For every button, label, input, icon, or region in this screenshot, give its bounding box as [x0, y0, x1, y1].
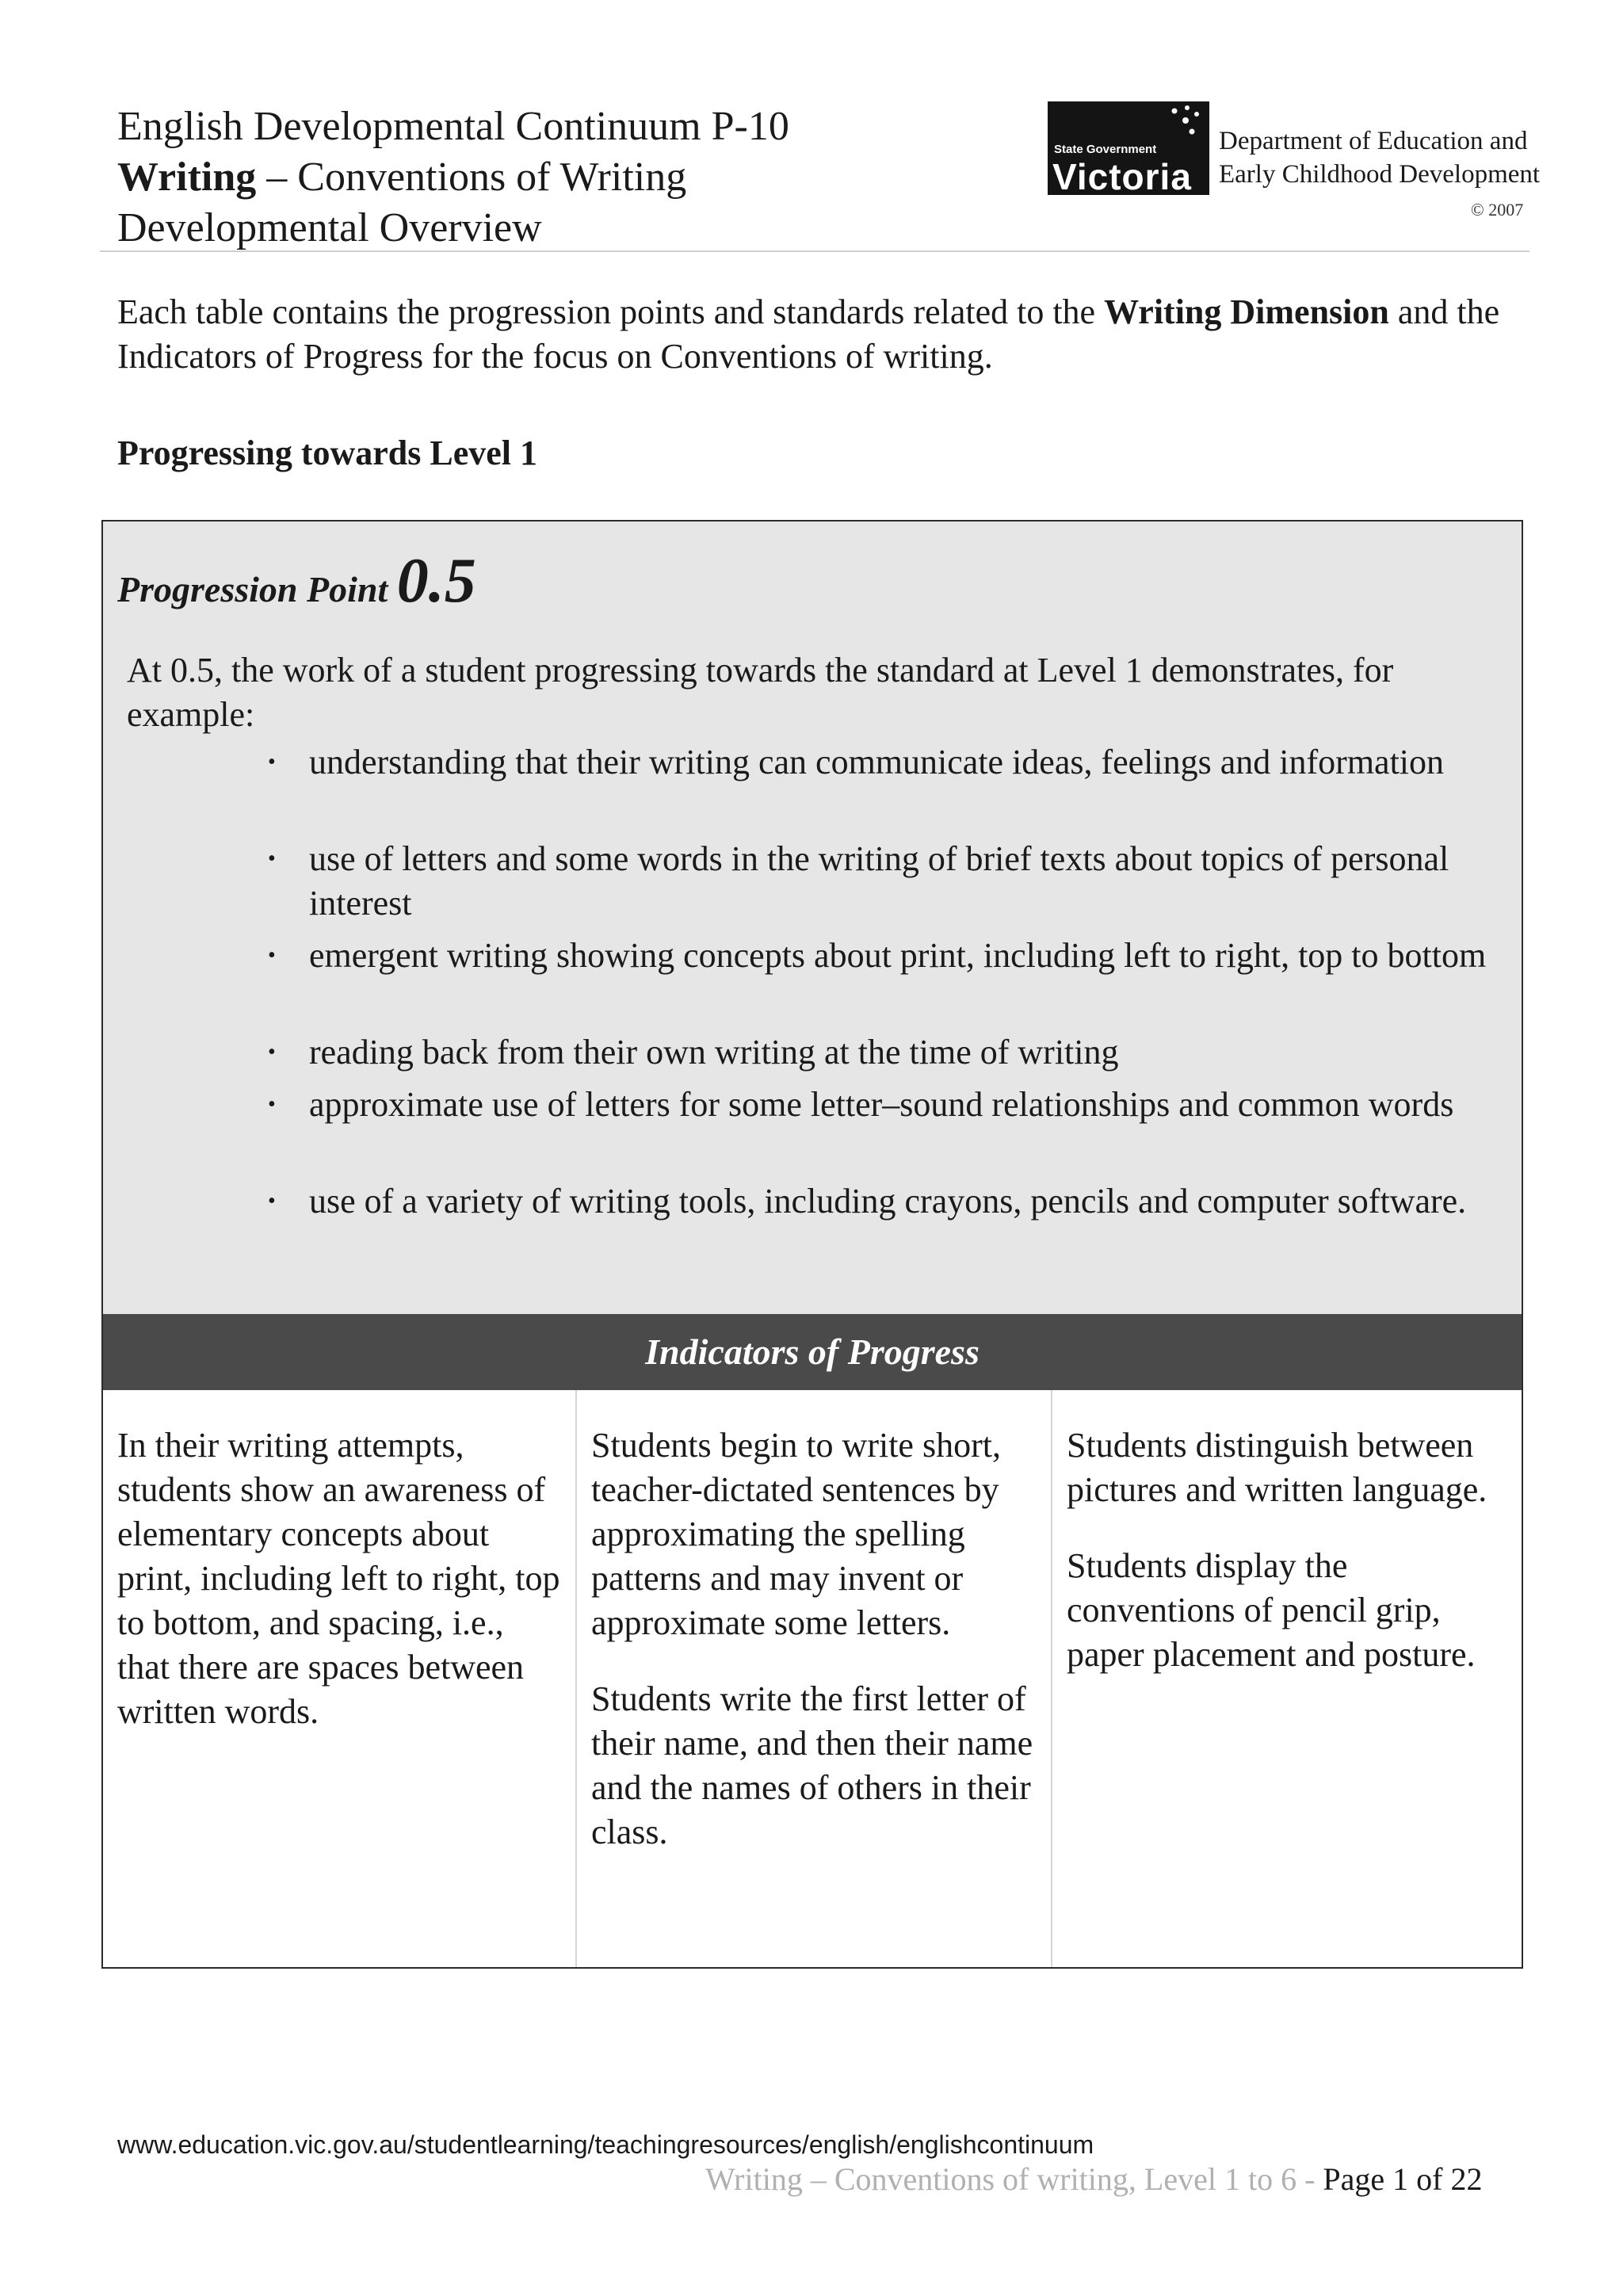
document-overview-label: Developmental Overview [117, 205, 542, 250]
footer-page-info [705, 2160, 1482, 2198]
list-item-text: emergent writing showing concepts about print, including left to right, top to bottom [309, 936, 1487, 975]
state-government-label: State Government [1054, 143, 1157, 156]
subtitle-rest: – Conventions of Writing [256, 155, 687, 200]
indicator-column-3 [1052, 1390, 1523, 1967]
list-item [268, 934, 1498, 978]
indicator-paragraph: In their writing attempts, students show an awareness of elementary concepts about print, including left to right, top to bottom, and spacing, i.e., that there are spaces between written words. [117, 1426, 560, 1731]
department-name-line1: Department of Education and [1219, 127, 1528, 155]
intro-text-1: Each table contains the progression points and standards related to the [117, 292, 1105, 331]
indicator-paragraph: Students begin to write short, teacher-dictated sentences by approximating the spelling patterns and may invent or approximate some letters. [591, 1426, 1001, 1642]
header-divider [100, 250, 1529, 252]
page-number: Page 1 of 22 [1323, 2161, 1483, 2197]
list-item [268, 1030, 1498, 1075]
department-logo [1048, 98, 1539, 225]
list-item [268, 1179, 1498, 1224]
indicators-of-progress-header: Indicators of Progress [103, 1314, 1522, 1390]
progression-table [101, 520, 1523, 1969]
progression-point-label: Progression Point [117, 569, 397, 609]
bullet-icon: • [268, 846, 276, 871]
department-name-line2: Early Childhood Development [1219, 160, 1541, 189]
progression-point-number: 0.5 [396, 546, 476, 616]
intro-bold-term: Writing Dimension [1104, 292, 1389, 331]
victoria-wordmark: Victoria [1052, 156, 1192, 197]
bullet-icon: • [268, 1040, 276, 1064]
footer-url-link[interactable]: www.education.vic.gov.au/studentlearning/teachingresources/english/englishcontinuum [117, 2130, 1094, 2159]
bullet-icon: • [268, 1189, 276, 1213]
list-item-text: use of a variety of writing tools, including crayons, pencils and computer software. [309, 1182, 1467, 1221]
indicators-columns [103, 1390, 1522, 1967]
intro-text-2: and the Indicators of Progress for the focus on Conventions of writing. [117, 292, 1500, 376]
document-title: English Developmental Continuum P-10 [117, 104, 789, 149]
subtitle-bold: Writing [117, 155, 257, 200]
intro-paragraph [117, 290, 1512, 379]
indicator-paragraph: Students write the first letter of their name, and then their name and the names of others in their class. [591, 1679, 1033, 1851]
progression-point-panel [103, 521, 1522, 1314]
southern-cross-stars-icon [1167, 103, 1206, 143]
list-item [268, 837, 1498, 926]
list-item [268, 740, 1498, 785]
bullet-icon: • [268, 1092, 276, 1117]
indicator-column-2 [577, 1390, 1052, 1967]
progression-point-heading [117, 545, 476, 617]
indicator-paragraph: Students display the conventions of pencil grip, paper placement and posture. [1067, 1546, 1476, 1674]
list-item-text: use of letters and some words in the writing of brief texts about topics of personal interest [309, 839, 1449, 923]
list-item-text: reading back from their own writing at the time of writing [309, 1033, 1119, 1072]
document-subtitle [117, 152, 686, 203]
indicator-column-1 [103, 1390, 577, 1967]
bullet-icon: • [268, 750, 276, 774]
list-item [268, 1083, 1498, 1127]
progression-point-description: At 0.5, the work of a student progressing towards the standard at Level 1 demonstrates, for example: [127, 651, 1394, 734]
list-item-text: understanding that their writing can communicate ideas, feelings and information [309, 743, 1445, 781]
bullet-icon: • [268, 943, 276, 968]
list-item-text: approximate use of letters for some letter–sound relationships and common words [309, 1085, 1454, 1124]
indicator-paragraph: Students distinguish between pictures and written language. [1067, 1426, 1487, 1509]
footer-doc-reference: Writing – Conventions of writing, Level 1 to 6 - [705, 2161, 1323, 2197]
victoria-logo-mark [1048, 101, 1209, 195]
copyright-notice: © 2007 [1471, 200, 1524, 220]
section-title: Progressing towards Level 1 [117, 434, 537, 472]
